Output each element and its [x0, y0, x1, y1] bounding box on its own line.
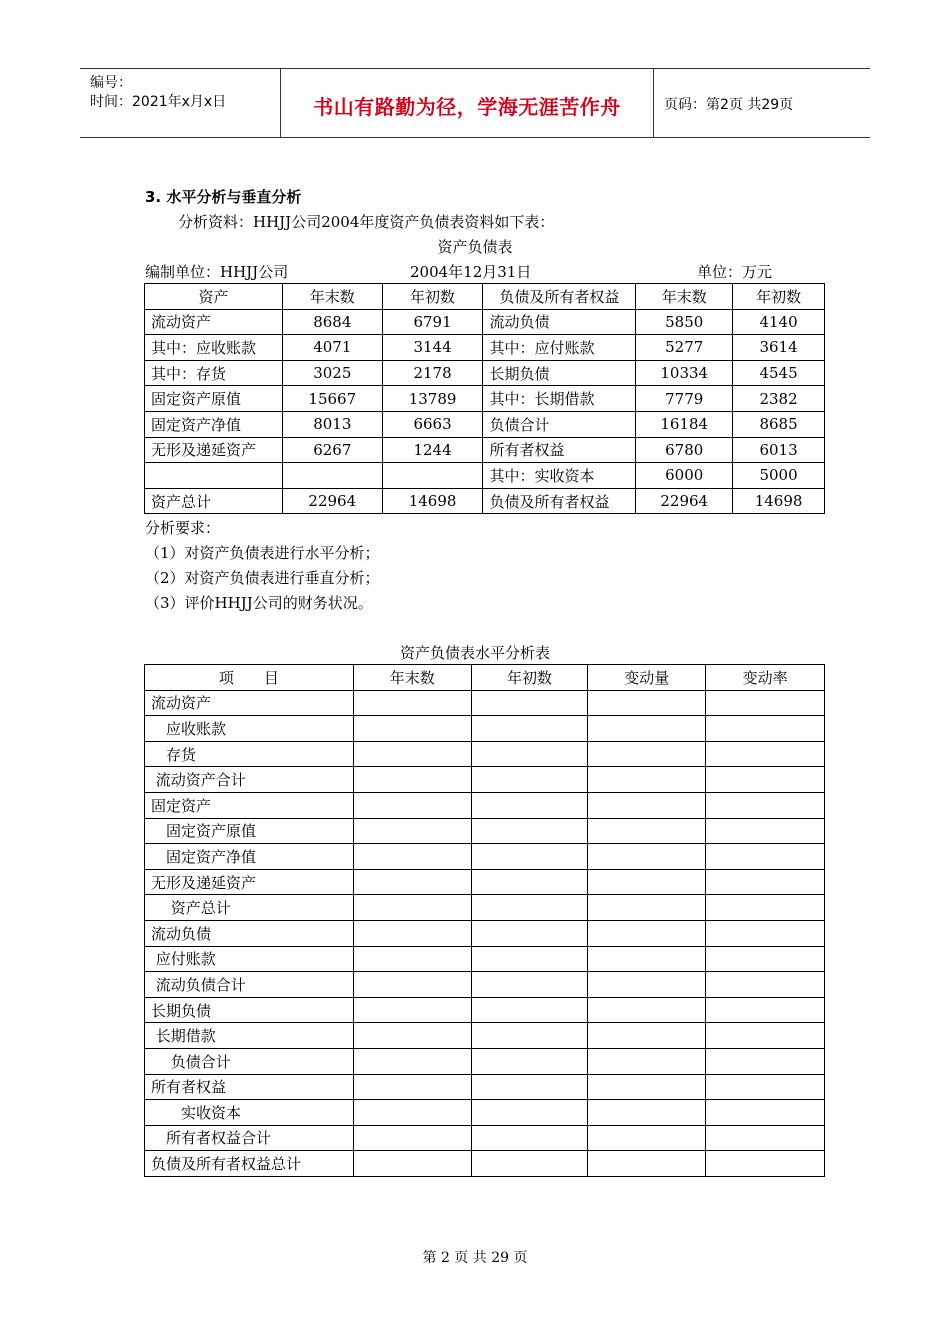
empty-cell — [353, 1151, 471, 1177]
empty-cell — [471, 1074, 588, 1100]
table-row — [145, 997, 825, 1023]
empty-cell — [471, 1023, 588, 1049]
empty-cell — [706, 972, 825, 998]
empty-cell — [706, 716, 825, 742]
table-row — [145, 1100, 825, 1126]
empty-cell — [353, 1074, 471, 1100]
horizontal-table-title: 资产负债表水平分析表 — [399, 644, 550, 662]
table-row — [145, 818, 825, 844]
empty-cell — [353, 1125, 471, 1151]
row-label: 应收账款 — [145, 716, 354, 742]
header-cell: 年初数 — [733, 284, 825, 310]
table-cell — [282, 463, 382, 489]
empty-cell — [706, 741, 825, 767]
empty-cell — [588, 920, 706, 946]
balance-sheet-date: 2004年12月31日 — [410, 263, 532, 281]
table-row — [145, 792, 825, 818]
empty-cell — [471, 767, 588, 793]
table-cell: 所有者权益 — [483, 437, 636, 463]
document-date-label: 时间：2021年x月x日 — [90, 94, 227, 110]
table-cell: 3025 — [282, 360, 382, 386]
header-motto-cell — [280, 69, 654, 137]
empty-cell — [471, 920, 588, 946]
header-page-cell — [654, 69, 870, 137]
table-cell: 4545 — [733, 360, 825, 386]
header-cell: 资产 — [145, 284, 283, 310]
row-label: 固定资产净值 — [145, 844, 354, 870]
row-label: 所有者权益 — [145, 1074, 354, 1100]
table-cell: 6267 — [282, 437, 382, 463]
table-cell: 4071 — [282, 335, 382, 361]
row-label: 流动负债合计 — [145, 972, 354, 998]
table-row — [145, 488, 825, 514]
table-cell: 其中：应付账款 — [483, 335, 636, 361]
empty-cell — [353, 741, 471, 767]
empty-cell — [353, 1100, 471, 1126]
empty-cell — [471, 1125, 588, 1151]
table-row — [145, 972, 825, 998]
empty-cell — [706, 1125, 825, 1151]
table-cell: 其中：应收账款 — [145, 335, 283, 361]
table-cell: 资产总计 — [145, 488, 283, 514]
table-cell: 6000 — [636, 463, 733, 489]
table-cell: 16184 — [636, 411, 733, 437]
table-cell: 14698 — [382, 488, 483, 514]
header-cell: 变动量 — [588, 665, 706, 691]
table-cell: 长期负债 — [483, 360, 636, 386]
empty-cell — [706, 844, 825, 870]
table-row — [145, 463, 825, 489]
empty-cell — [353, 1048, 471, 1074]
table-cell — [145, 463, 283, 489]
empty-cell — [588, 997, 706, 1023]
empty-cell — [353, 997, 471, 1023]
table-cell: 5000 — [733, 463, 825, 489]
empty-cell — [588, 1100, 706, 1126]
row-label: 负债及所有者权益总计 — [145, 1151, 354, 1177]
empty-cell — [588, 946, 706, 972]
table-cell: 其中：长期借款 — [483, 386, 636, 412]
row-label: 长期负债 — [145, 997, 354, 1023]
row-label: 固定资产原值 — [145, 818, 354, 844]
table-cell: 流动资产 — [145, 309, 283, 335]
table-cell: 22964 — [636, 488, 733, 514]
empty-cell — [588, 844, 706, 870]
header-cell: 负债及所有者权益 — [483, 284, 636, 310]
table-cell: 3614 — [733, 335, 825, 361]
empty-cell — [471, 690, 588, 716]
table-cell: 10334 — [636, 360, 733, 386]
table-cell: 2178 — [382, 360, 483, 386]
table-header-row — [145, 665, 825, 691]
row-label: 流动资产 — [145, 690, 354, 716]
empty-cell — [353, 972, 471, 998]
empty-cell — [353, 716, 471, 742]
table-cell: 7779 — [636, 386, 733, 412]
header-cell: 年初数 — [382, 284, 483, 310]
table-row — [145, 1023, 825, 1049]
table-cell: 固定资产净值 — [145, 411, 283, 437]
empty-cell — [706, 1048, 825, 1074]
table-row — [145, 1125, 825, 1151]
table-row — [145, 1151, 825, 1177]
empty-cell — [706, 920, 825, 946]
header-cell: 年初数 — [471, 665, 588, 691]
table-row — [145, 386, 825, 412]
section-intro: 分析资料：HHJJ公司2004年度资产负债表资料如下表： — [178, 213, 555, 231]
table-cell: 6780 — [636, 437, 733, 463]
table-cell: 无形及递延资产 — [145, 437, 283, 463]
header-meta — [80, 69, 280, 137]
table-cell: 负债及所有者权益 — [483, 488, 636, 514]
table-row — [145, 437, 825, 463]
balance-sheet-org: 编制单位：HHJJ公司 — [145, 263, 289, 281]
table-cell: 其中：实收资本 — [483, 463, 636, 489]
row-label: 负债合计 — [145, 1048, 354, 1074]
empty-cell — [471, 716, 588, 742]
table-cell: 固定资产原值 — [145, 386, 283, 412]
empty-cell — [353, 818, 471, 844]
empty-cell — [471, 1048, 588, 1074]
empty-cell — [588, 1074, 706, 1100]
table-cell — [382, 463, 483, 489]
row-label: 长期借款 — [145, 1023, 354, 1049]
table-row — [145, 869, 825, 895]
empty-cell — [471, 792, 588, 818]
table-cell: 22964 — [282, 488, 382, 514]
empty-cell — [471, 741, 588, 767]
empty-cell — [471, 818, 588, 844]
empty-cell — [471, 1100, 588, 1126]
empty-cell — [588, 690, 706, 716]
table-cell: 14698 — [733, 488, 825, 514]
table-cell: 5277 — [636, 335, 733, 361]
empty-cell — [353, 920, 471, 946]
balance-sheet-unit: 单位：万元 — [697, 263, 773, 281]
empty-cell — [588, 869, 706, 895]
table-cell: 其中：存货 — [145, 360, 283, 386]
table-cell: 15667 — [282, 386, 382, 412]
empty-cell — [353, 895, 471, 921]
empty-cell — [706, 1023, 825, 1049]
empty-cell — [588, 895, 706, 921]
table-cell: 1244 — [382, 437, 483, 463]
table-cell: 8685 — [733, 411, 825, 437]
empty-cell — [588, 792, 706, 818]
table-row — [145, 844, 825, 870]
row-label: 存货 — [145, 741, 354, 767]
header-page-info: 页码：第2页 共29页 — [664, 97, 794, 113]
table-cell: 6663 — [382, 411, 483, 437]
empty-cell — [706, 997, 825, 1023]
table-row — [145, 360, 825, 386]
header-cell: 年末数 — [636, 284, 733, 310]
table-row — [145, 767, 825, 793]
header-cell: 年末数 — [353, 665, 471, 691]
table-cell: 负债合计 — [483, 411, 636, 437]
empty-cell — [706, 869, 825, 895]
empty-cell — [471, 844, 588, 870]
table-row — [145, 741, 825, 767]
empty-cell — [471, 946, 588, 972]
page-header — [80, 68, 870, 138]
row-label: 实收资本 — [145, 1100, 354, 1126]
table-row — [145, 946, 825, 972]
table-cell: 13789 — [382, 386, 483, 412]
empty-cell — [588, 716, 706, 742]
row-label: 流动资产合计 — [145, 767, 354, 793]
empty-cell — [588, 818, 706, 844]
requirement-item: （3）评价HHJJ公司的财务状况。 — [145, 594, 373, 612]
balance-sheet-table — [144, 283, 825, 514]
empty-cell — [471, 997, 588, 1023]
empty-cell — [353, 1023, 471, 1049]
table-row — [145, 716, 825, 742]
document-number-label: 编号： — [90, 75, 132, 91]
empty-cell — [353, 767, 471, 793]
empty-cell — [471, 895, 588, 921]
empty-cell — [706, 767, 825, 793]
table-cell: 流动负债 — [483, 309, 636, 335]
row-label: 固定资产 — [145, 792, 354, 818]
row-label: 无形及递延资产 — [145, 869, 354, 895]
table-cell: 8684 — [282, 309, 382, 335]
empty-cell — [353, 690, 471, 716]
table-row — [145, 1048, 825, 1074]
empty-cell — [471, 869, 588, 895]
requirements-title: 分析要求： — [145, 519, 221, 537]
table-row — [145, 690, 825, 716]
table-cell: 2382 — [733, 386, 825, 412]
row-label: 应付账款 — [145, 946, 354, 972]
row-label: 流动负债 — [145, 920, 354, 946]
table-header-row — [145, 284, 825, 310]
empty-cell — [588, 767, 706, 793]
empty-cell — [706, 690, 825, 716]
requirement-item: （2）对资产负债表进行垂直分析； — [145, 569, 380, 587]
header-cell: 变动率 — [706, 665, 825, 691]
table-cell: 3144 — [382, 335, 483, 361]
empty-cell — [706, 1151, 825, 1177]
empty-cell — [706, 895, 825, 921]
page-footer: 第 2 页 共 29 页 — [422, 1250, 528, 1266]
empty-cell — [353, 844, 471, 870]
row-label: 资产总计 — [145, 895, 354, 921]
table-row — [145, 335, 825, 361]
empty-cell — [353, 792, 471, 818]
balance-sheet-title: 资产负债表 — [437, 238, 513, 256]
empty-cell — [471, 1151, 588, 1177]
header-cell: 项 目 — [145, 665, 354, 691]
table-cell: 6791 — [382, 309, 483, 335]
empty-cell — [588, 1048, 706, 1074]
table-cell: 5850 — [636, 309, 733, 335]
empty-cell — [588, 1023, 706, 1049]
empty-cell — [706, 1074, 825, 1100]
empty-cell — [588, 972, 706, 998]
requirement-item: （1）对资产负债表进行水平分析； — [145, 544, 380, 562]
table-row — [145, 920, 825, 946]
table-cell: 4140 — [733, 309, 825, 335]
table-row — [145, 411, 825, 437]
header-cell: 年末数 — [282, 284, 382, 310]
empty-cell — [706, 792, 825, 818]
table-row — [145, 309, 825, 335]
empty-cell — [353, 869, 471, 895]
empty-cell — [588, 1125, 706, 1151]
section-title: 3. 水平分析与垂直分析 — [145, 188, 302, 206]
empty-cell — [588, 741, 706, 767]
empty-cell — [706, 1100, 825, 1126]
table-row — [145, 1074, 825, 1100]
empty-cell — [588, 1151, 706, 1177]
table-cell: 6013 — [733, 437, 825, 463]
empty-cell — [471, 972, 588, 998]
empty-cell — [706, 946, 825, 972]
row-label: 所有者权益合计 — [145, 1125, 354, 1151]
horizontal-analysis-table — [144, 664, 825, 1177]
empty-cell — [353, 946, 471, 972]
empty-cell — [706, 818, 825, 844]
header-motto: 书山有路勤为径，学海无涯苦作舟 — [313, 95, 621, 119]
table-cell: 8013 — [282, 411, 382, 437]
table-row — [145, 895, 825, 921]
